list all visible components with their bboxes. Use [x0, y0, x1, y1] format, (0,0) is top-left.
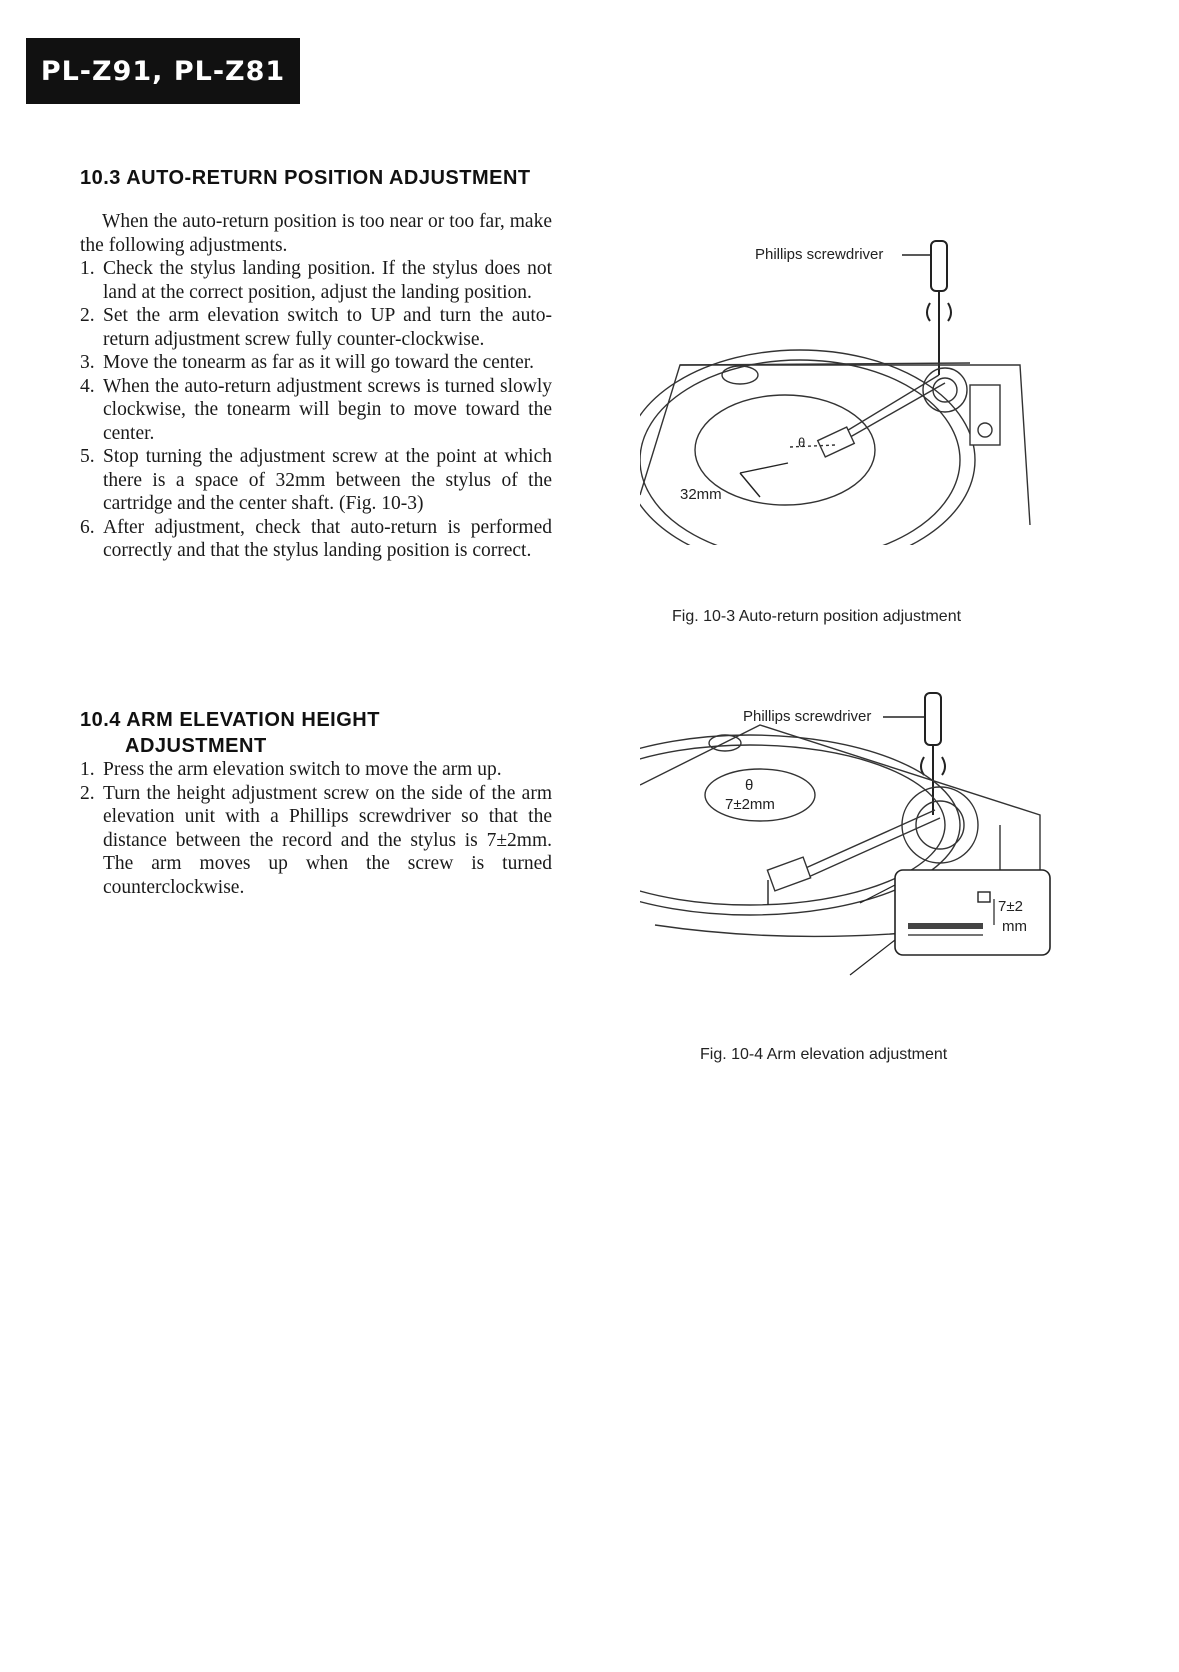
turntable-illustration-10-4 — [640, 685, 1060, 1015]
inset-height-unit: mm — [1002, 918, 1027, 935]
step-text: Turn the height adjustment screw on the side of the arm elevation unit with a Phillips screwdriver so that the distance between the record and the stylus is 7±2mm. The arm moves up when the screw is turned counterclockwise. — [103, 782, 552, 898]
list-item — [80, 257, 552, 304]
screwdriver-label: Phillips screwdriver — [755, 246, 884, 263]
figure-10-4-caption: Fig. 10-4 Arm elevation adjustment — [700, 1046, 948, 1063]
figure-10-3-caption: Fig. 10-3 Auto-return position adjustment — [672, 608, 962, 625]
list-item — [80, 516, 552, 563]
section-10-4-title-line2: ADJUSTMENT — [125, 735, 267, 757]
step-number: 3. — [80, 352, 95, 373]
step-number: 4. — [80, 375, 95, 397]
step-number: 2. — [80, 305, 95, 326]
list-item — [80, 351, 552, 375]
step-number: 1. — [80, 759, 95, 780]
screwdriver-icon — [927, 241, 951, 375]
model-header-badge — [26, 38, 300, 104]
list-item — [80, 445, 552, 516]
step-text: When the auto-return adjustment screws is turned slowly clockwise, the tonearm will begin to move toward the center. — [103, 375, 552, 444]
step-text: Check the stylus landing position. If the stylus does not land at the correct position, adjust the landing position. — [103, 258, 552, 303]
list-item — [80, 758, 552, 782]
figure-10-4 — [640, 685, 1060, 1015]
list-item — [80, 375, 552, 446]
step-number: 2. — [80, 782, 95, 804]
step-text: Stop turning the adjustment screw at the point at which there is a space of 32mm between the stylus of the cartridge and the center shaft. (Fig. 10-3) — [103, 446, 552, 514]
distance-label: 32mm — [680, 486, 722, 503]
figure-10-3 — [640, 235, 1060, 545]
section-10-4-title-line1: 10.4 ARM ELEVATION HEIGHT — [80, 709, 380, 731]
model-name: PL-Z91, PL-Z81 — [40, 55, 286, 87]
step-number: 5. — [80, 446, 95, 467]
step-text: Set the arm elevation switch to UP and turn the auto-return adjustment screw fully counter-clockwise. — [103, 305, 552, 350]
section-10-4-title — [80, 707, 380, 759]
step-text: After adjustment, check that auto-return is performed correctly and that the stylus landing position is correct. — [103, 516, 552, 561]
section-10-3-title: 10.3 AUTO-RETURN POSITION ADJUSTMENT — [80, 167, 531, 189]
list-item — [80, 304, 552, 351]
section-10-3-steps — [80, 257, 552, 563]
turntable-illustration-10-3 — [640, 235, 1060, 545]
center-shaft-symbol: θ — [798, 435, 806, 450]
inset-detail — [850, 870, 1050, 975]
section-10-3-intro: When the auto-return position is too near or too far, make the following adjustments. — [80, 211, 552, 256]
screwdriver-label: Phillips screwdriver — [743, 708, 872, 725]
turntable-drawing — [640, 350, 1030, 545]
list-item — [80, 782, 552, 900]
step-number: 1. — [80, 258, 95, 279]
inset-height-value: 7±2 — [998, 898, 1023, 915]
center-shaft-symbol: θ — [745, 777, 754, 794]
height-label: 7±2mm — [725, 796, 775, 813]
step-number: 6. — [80, 516, 95, 538]
step-text: Move the tonearm as far as it will go toward the center. — [103, 352, 535, 373]
section-10-4-steps — [80, 758, 552, 899]
step-text: Press the arm elevation switch to move the arm up. — [103, 759, 502, 780]
